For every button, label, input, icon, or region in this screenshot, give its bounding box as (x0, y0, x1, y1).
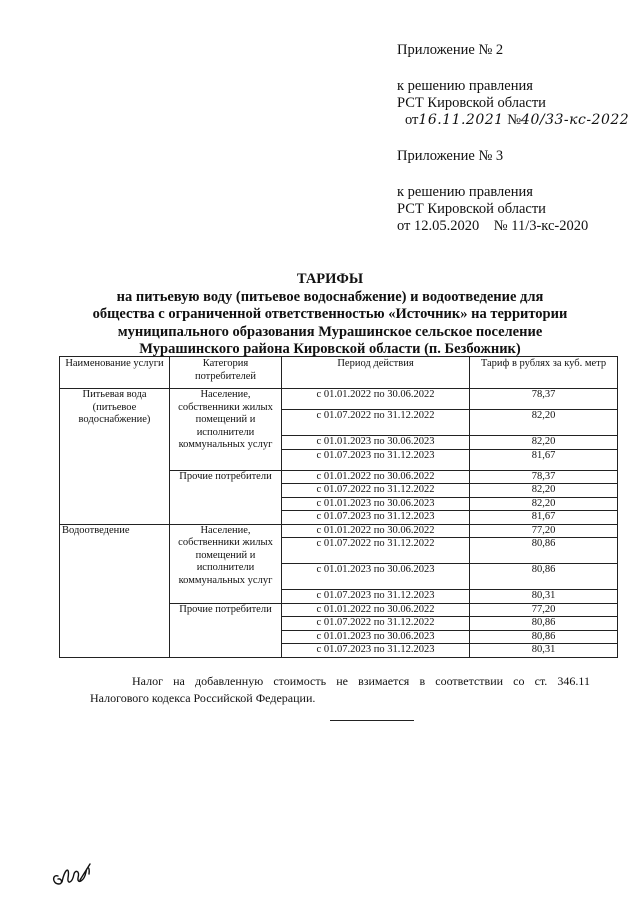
period-cell: с 01.01.2023 по 30.06.2023 (282, 564, 470, 590)
table-row (60, 524, 618, 538)
header-period: Период действия (282, 357, 470, 389)
price-cell: 81,67 (470, 449, 618, 470)
closing-divider (330, 720, 414, 721)
price-cell: 78,37 (470, 470, 618, 484)
price-cell: 80,86 (470, 630, 618, 644)
period-cell: с 01.01.2022 по 30.06.2022 (282, 389, 470, 410)
header-price: Тариф в рублях за куб. метр (470, 357, 618, 389)
period-cell: с 01.01.2023 по 30.06.2023 (282, 497, 470, 511)
tariffs-table (59, 356, 618, 658)
price-cell: 82,20 (470, 484, 618, 498)
tax-note-line2: Налогового кодекса Российской Федерации. (90, 691, 316, 705)
appendix-3-line2: РСТ Кировской области (397, 201, 546, 217)
heading-line2: общества с ограниченной ответственностью «Источник» на территории (92, 306, 568, 322)
price-cell: 80,86 (470, 617, 618, 631)
price-cell: 80,31 (470, 644, 618, 658)
service-sewage: Водоотведение (60, 524, 170, 657)
heading-line1: на питьевую воду (питьевое водоснабжение) и водоотведение для (116, 289, 544, 305)
appendix-3-line1: к решению правления (397, 184, 533, 200)
price-cell: 77,20 (470, 603, 618, 617)
tax-note (90, 673, 590, 707)
table-header-row (60, 357, 618, 389)
period-cell: с 01.07.2022 по 31.12.2022 (282, 410, 470, 436)
service-water: Питьевая вода (питьевое водоснабжение) (60, 389, 170, 525)
appendix-3-line3: от 12.05.2020 № 11/3-кс-2020 (397, 218, 589, 234)
header-service: Наименование услуги (60, 357, 170, 389)
category-other: Прочие потребители (170, 470, 282, 524)
category-other: Прочие потребители (170, 603, 282, 657)
period-cell: с 01.01.2023 по 30.06.2023 (282, 630, 470, 644)
price-cell: 80,31 (470, 590, 618, 604)
period-cell: с 01.01.2022 по 30.06.2022 (282, 603, 470, 617)
period-cell: с 01.07.2022 по 31.12.2022 (282, 538, 470, 564)
date-prefix: от (405, 112, 419, 128)
period-cell: с 01.01.2022 по 30.06.2022 (282, 524, 470, 538)
handwritten-number: 40/33-кс-2022 (521, 112, 630, 128)
period-cell: с 01.07.2023 по 31.12.2023 (282, 511, 470, 525)
period-cell: с 01.07.2022 по 31.12.2022 (282, 617, 470, 631)
category-population: Население, собственники жилых помещений и исполнители коммунальных услуг (170, 524, 282, 603)
category-population: Население, собственники жилых помещений и исполнители коммунальных услуг (170, 389, 282, 471)
heading-line3: муниципального образования Мурашинское сельское поселение (117, 324, 543, 340)
price-cell: 82,20 (470, 410, 618, 436)
price-cell: 82,20 (470, 497, 618, 511)
document-title: ТАРИФЫ (296, 271, 364, 287)
appendix-2-line2: РСТ Кировской области (397, 95, 546, 111)
price-cell: 81,67 (470, 511, 618, 525)
period-cell: с 01.07.2023 по 31.12.2023 (282, 449, 470, 470)
header-category: Категория потребителей (170, 357, 282, 389)
period-cell: с 01.07.2023 по 31.12.2023 (282, 644, 470, 658)
appendix-2-date-line (405, 112, 629, 129)
appendix-3-title: Приложение № 3 (397, 148, 504, 164)
price-cell: 80,86 (470, 564, 618, 590)
price-cell: 80,86 (470, 538, 618, 564)
period-cell: с 01.01.2022 по 30.06.2022 (282, 470, 470, 484)
heading-line4: Мурашинского района Кировской области (п. Безбожник) (139, 341, 521, 357)
handwritten-date: 16.11.2021 (418, 112, 504, 128)
appendix-2-title: Приложение № 2 (397, 42, 504, 58)
table-row (60, 389, 618, 410)
number-prefix: № (507, 112, 522, 128)
price-cell: 78,37 (470, 389, 618, 410)
period-cell: с 01.01.2023 по 30.06.2023 (282, 436, 470, 450)
price-cell: 77,20 (470, 524, 618, 538)
period-cell: с 01.07.2022 по 31.12.2022 (282, 484, 470, 498)
period-cell: с 01.07.2023 по 31.12.2023 (282, 590, 470, 604)
initials-signature (50, 860, 96, 890)
appendix-2-line1: к решению правления (397, 78, 533, 94)
tax-note-line1: Налог на добавленную стоимость не взимается в соответствии со ст. 346.11 (132, 674, 590, 688)
price-cell: 82,20 (470, 436, 618, 450)
